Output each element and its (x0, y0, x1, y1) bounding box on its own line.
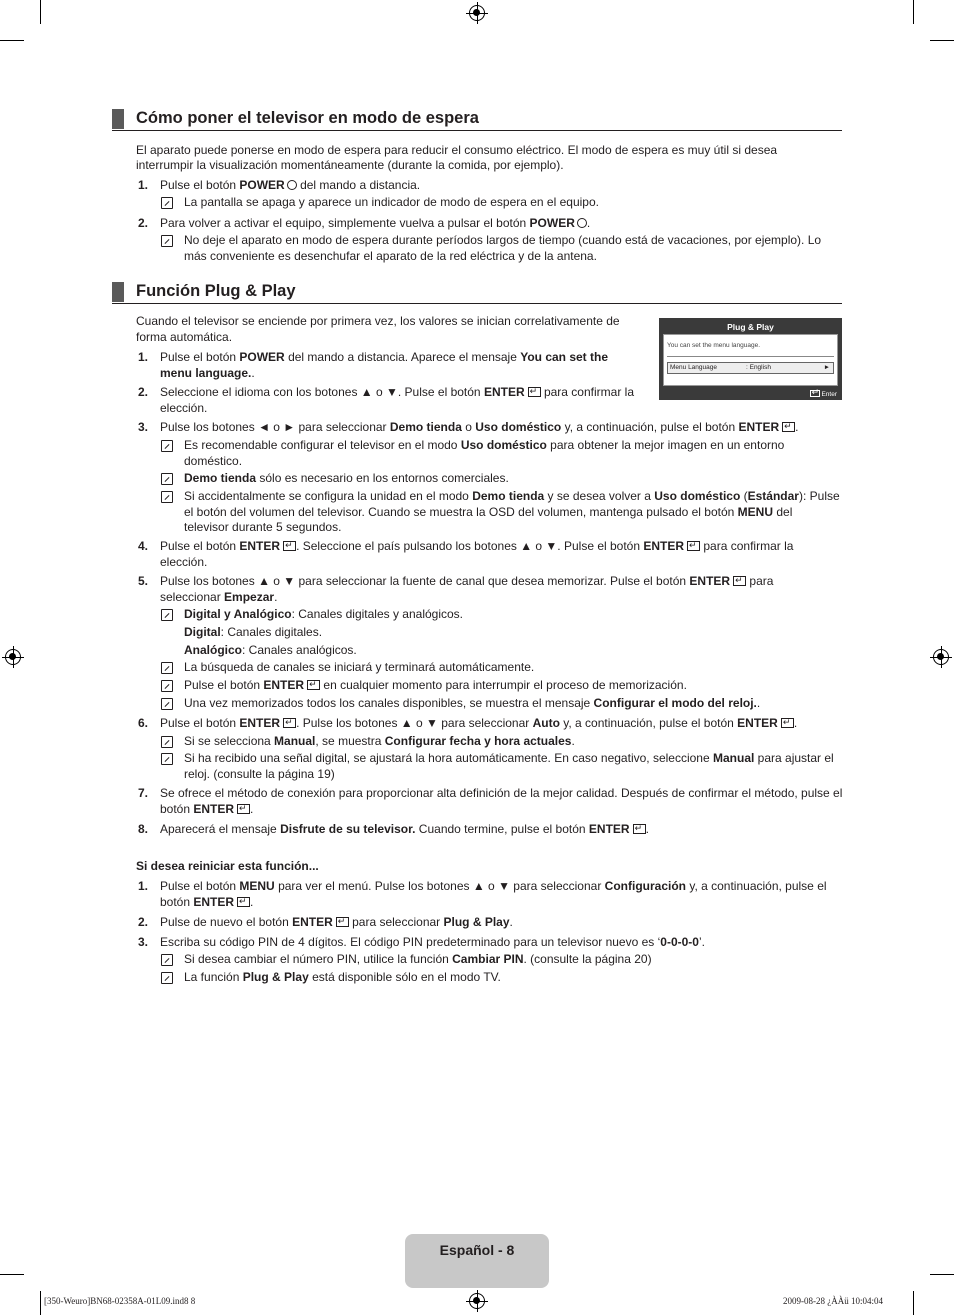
registration-mark-icon (469, 1293, 485, 1309)
step-number: 4. (137, 539, 148, 553)
note-text: Una vez memorizados todos los canales disponibles, se muestra el mensaje Configurar el modo del reloj.. (184, 696, 761, 710)
crop-mark (913, 0, 914, 24)
note-text: La pantalla se apaga y aparece un indicador de modo de espera en el equipo. (184, 195, 599, 209)
enter-icon (528, 387, 541, 397)
step-number: 2. (137, 216, 148, 230)
enter-icon (782, 422, 795, 432)
note-icon (161, 235, 173, 247)
note-text: Pulse el botón ENTER↵ en cualquier momento para interrumpir el proceso de memorización. (184, 678, 687, 694)
registration-mark-icon (933, 649, 949, 665)
registration-mark-icon (5, 649, 21, 665)
step-text: Seleccione el idioma con los botones ▲ o ▼. Pulse el botón ENTER↵ para confirmar la elección. (160, 385, 650, 416)
note-text: más conveniente es desenchufar el aparato de la red eléctrica y de la antena. (184, 249, 597, 263)
enter-icon (336, 917, 349, 927)
step-text: Aparecerá el mensaje Disfrute de su televisor. Cuando termine, pulse el botón ENTER↵ . (160, 822, 649, 838)
note-icon (161, 972, 173, 984)
osd-message: You can set the menu language. (667, 342, 760, 349)
note-icon (161, 473, 173, 485)
note-icon (161, 680, 173, 692)
step-text: Pulse de nuevo el botón ENTER↵ para seleccionar Plug & Play. (160, 915, 513, 931)
enter-icon (283, 718, 296, 728)
note-text: Si se selecciona Manual, se muestra Configurar fecha y hora actuales. (184, 734, 575, 748)
paragraph: El aparato puede ponerse en modo de espera para reducir el consumo eléctrico. El modo de espera es muy útil si desea (136, 143, 778, 157)
power-icon (577, 218, 587, 228)
note-text: Si ha recibido una señal digital, se ajustará la hora automáticamente. En caso negativo, seleccione Manual para ajustar el reloj. (consulte la página 19) (184, 751, 834, 781)
note-text: Es recomendable configurar el televisor en el modo Uso doméstico para obtener la mejor imagen en un entorno doméstico. (184, 438, 785, 468)
paragraph: interrumpir la visualización momentáneamente (durante la comida, por ejemplo). (136, 158, 564, 172)
registration-mark-icon (469, 5, 485, 21)
step-text: Pulse los botones ▲ o ▼ para seleccionar la fuente de canal que desea memorizar. Pulse el botón ENTER↵ para seleccionar Empezar. (160, 574, 810, 605)
step-number: 6. (137, 716, 148, 730)
note-text: La búsqueda de canales se iniciará y terminará automáticamente. (184, 660, 535, 674)
section-heading-plug-play (112, 281, 842, 304)
step-number: 7. (137, 786, 148, 800)
print-slug: 2009-08-28 ¿ÀÀü 10:04:04 (783, 1296, 883, 1306)
note-text: Si accidentalmente se configura la unidad en el modo Demo tienda y se desea volver a Uso doméstico (Estándar): Pulse el botón del volumen del televisor. Cuando se muestra la OSD del volumen, mantenga pulsado el botón MENU del televisor durante 5 segundos. (184, 489, 840, 534)
note-text: No deje el aparato en modo de espera durante períodos largos de tiempo (cuando está de vacaciones, por ejemplo). Lo (184, 233, 822, 247)
enter-icon (237, 897, 250, 907)
enter-icon (781, 718, 794, 728)
section-title: Cómo poner el televisor en modo de espera (136, 109, 479, 127)
step-text: Pulse el botón ENTER↵ . Pulse los botones ▲ o ▼ para seleccionar Auto y, a continuación, pulse el botón ENTER↵ . (160, 716, 797, 732)
enter-icon (307, 680, 320, 690)
step-text: Se ofrece el método de conexión para proporcionar alta definición de la mejor calidad. Después de confirmar el método, pulse el botón ENTER↵ . (160, 786, 844, 817)
crop-mark (0, 40, 24, 41)
step-text: Pulse el botón MENU para ver el menú. Pulse los botones ▲ o ▼ para seleccionar Configuración y, a continuación, pulse el botón ENTER↵ . (160, 879, 844, 910)
note-text: Analógico: Canales analógicos. (184, 643, 357, 657)
print-slug: [350-Weuro]BN68-02358A-01L09.ind8 8 (44, 1296, 196, 1306)
section-heading-standby (112, 108, 842, 131)
crop-mark (913, 1291, 914, 1315)
step-text: Escriba su código PIN de 4 dígitos. El código PIN predeterminado para un televisor nuevo es ‘0-0-0-0’. (160, 935, 705, 949)
step-number: 3. (137, 935, 148, 949)
enter-icon (633, 824, 646, 834)
section-title: Función Plug & Play (136, 282, 296, 300)
note-text: Digital y Analógico: Canales digitales y analógicos. (184, 607, 464, 621)
note-icon (161, 491, 173, 503)
note-icon (161, 736, 173, 748)
paragraph: Cuando el televisor se enciende por primera vez, los valores se inician correlativamente de (136, 314, 620, 328)
step-text: Pulse el botón POWER del mando a distancia. (160, 178, 421, 192)
crop-mark (930, 40, 954, 41)
note-text: Si desea cambiar el número PIN, utilice la función Cambiar PIN. (consulte la página 20) (184, 952, 652, 966)
note-icon (161, 440, 173, 452)
power-icon (287, 180, 297, 190)
step-number: 3. (137, 420, 148, 434)
osd-title: Plug & Play (727, 322, 774, 332)
osd-screen (659, 318, 842, 400)
osd-menu-language-row: Menu Language : English ► (667, 362, 834, 374)
step-text: Pulse el botón ENTER↵ . Seleccione el país pulsando los botones ▲ o ▼. Pulse el botón ENTER↵ para confirmar la elección. (160, 539, 830, 570)
crop-mark (930, 1274, 954, 1275)
arrow-right-icon: ► (823, 364, 830, 371)
page-number: Español - 8 (439, 1242, 515, 1258)
enter-icon (237, 804, 250, 814)
enter-icon (733, 576, 746, 586)
step-number: 1. (137, 178, 148, 192)
crop-mark (0, 1274, 24, 1275)
step-number: 2. (137, 385, 148, 399)
note-text: La función Plug & Play está disponible sólo en el modo TV. (184, 970, 501, 984)
subheading: Si desea reiniciar esta función... (136, 859, 319, 873)
note-icon (161, 609, 173, 621)
heading-bar-icon (112, 109, 124, 129)
step-text: Pulse el botón POWER del mando a distancia. Aparece el mensaje You can set the menu language.. (160, 350, 609, 380)
step-number: 5. (137, 574, 148, 588)
crop-mark (40, 1291, 41, 1315)
note-text: Demo tienda sólo es necesario en los entornos comerciales. (184, 471, 509, 485)
note-icon (161, 197, 173, 209)
enter-icon (283, 541, 296, 551)
enter-icon (687, 541, 700, 551)
osd-footer: ↵ Enter (807, 390, 837, 398)
page-number-tab (405, 1234, 549, 1288)
step-number: 8. (137, 822, 148, 836)
osd-panel (663, 334, 838, 386)
note-icon (161, 954, 173, 966)
heading-bar-icon (112, 282, 124, 302)
step-number: 1. (137, 879, 148, 893)
note-text: Digital: Canales digitales. (184, 625, 323, 639)
step-number: 2. (137, 915, 148, 929)
step-number: 1. (137, 350, 148, 364)
note-icon (161, 753, 173, 765)
crop-mark (40, 0, 41, 24)
note-icon (161, 662, 173, 674)
note-icon (161, 698, 173, 710)
paragraph: forma automática. (136, 330, 233, 344)
step-text: Para volver a activar el equipo, simplemente vuelva a pulsar el botón POWER . (160, 216, 591, 230)
enter-icon (810, 390, 820, 397)
step-text: Pulse los botones ◄ o ► para seleccionar Demo tienda o Uso doméstico y, a continuación, pulse el botón ENTER↵ . (160, 420, 799, 436)
